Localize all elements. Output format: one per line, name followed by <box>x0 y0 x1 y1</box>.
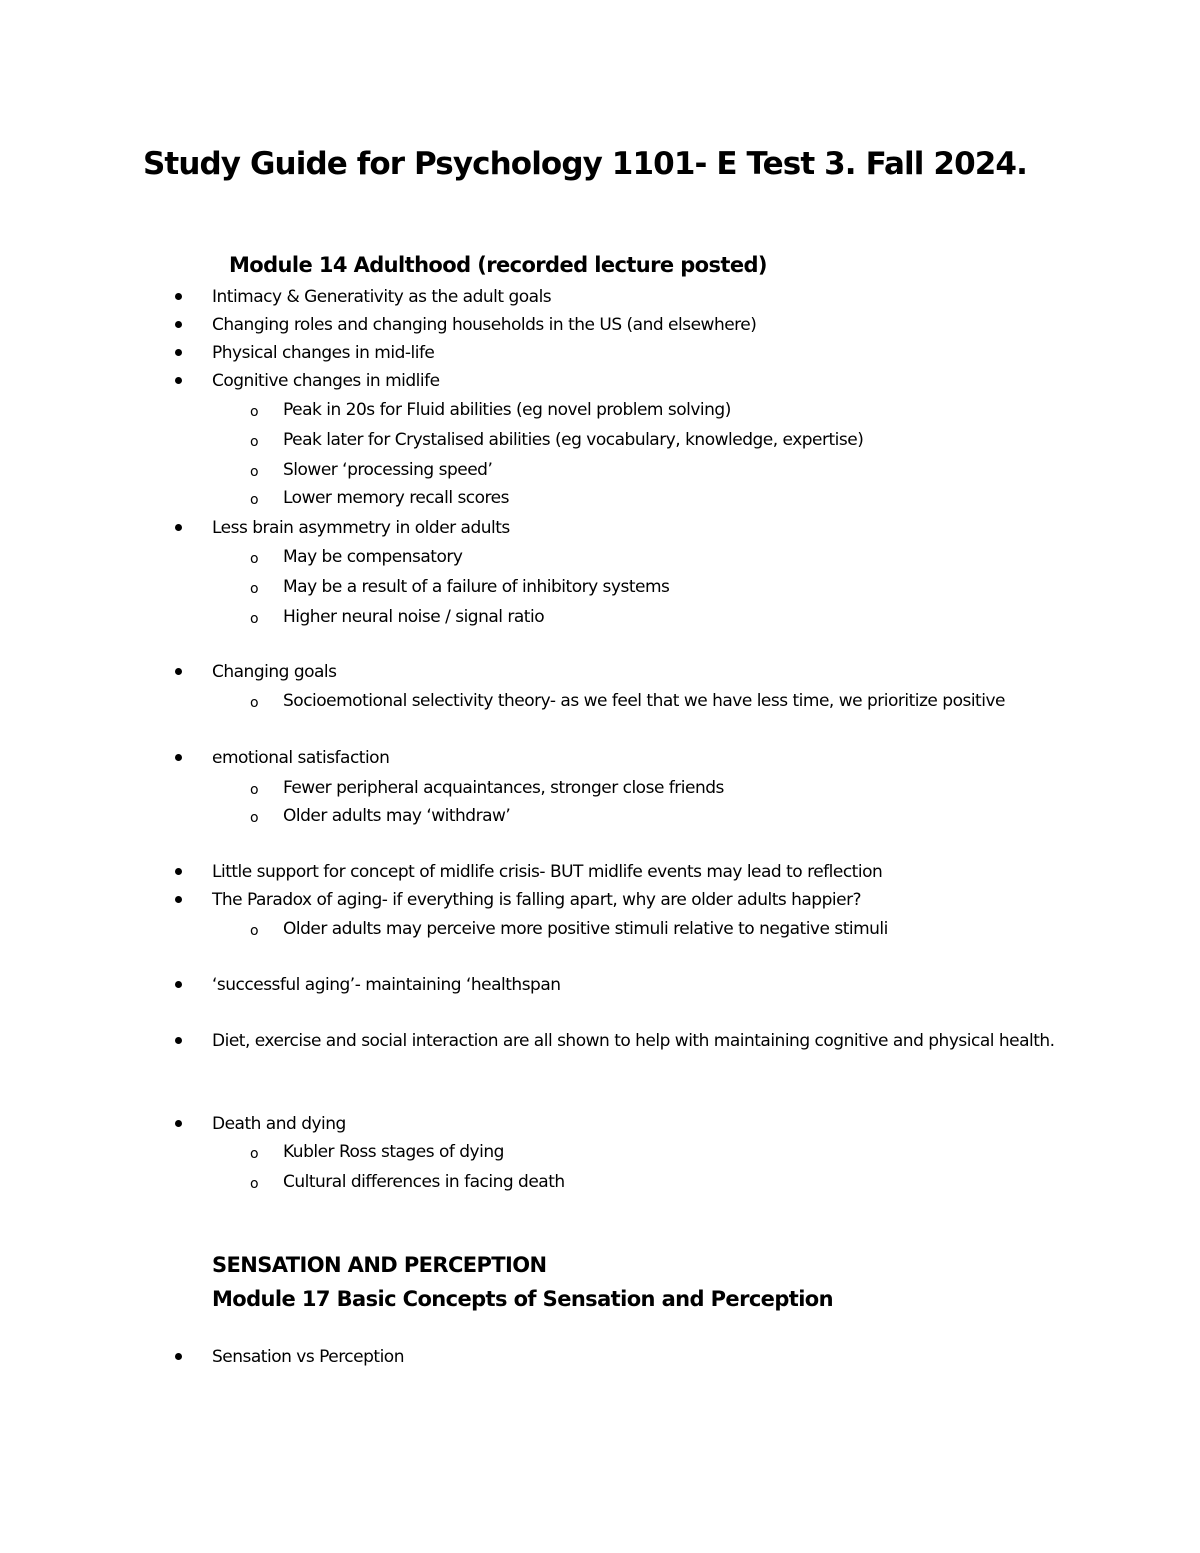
page-title: Study Guide for Psychology 1101- E Test 3. Fall 2024. <box>143 146 1027 182</box>
sub-bullet-glyph: o <box>250 782 259 798</box>
bullet-dot <box>175 868 182 875</box>
bullet-dot <box>175 981 182 988</box>
list-item: Death and dying <box>212 1114 346 1134</box>
sub-bullet-glyph: o <box>250 464 259 480</box>
bullet-dot <box>175 1353 182 1360</box>
bullet-dot <box>175 1120 182 1127</box>
sub-list-item: May be a result of a failure of inhibitory systems <box>283 577 670 597</box>
list-item: Diet, exercise and social interaction are all shown to help with maintaining cognitive and physical health. <box>212 1031 1055 1051</box>
sub-bullet-glyph: o <box>250 923 259 939</box>
module-17-heading: Module 17 Basic Concepts of Sensation and Perception <box>212 1287 833 1311</box>
module-14-heading: Module 14 Adulthood (recorded lecture posted) <box>229 253 767 277</box>
bullet-dot <box>175 1037 182 1044</box>
sub-bullet-glyph: o <box>250 810 259 826</box>
sub-list-item: Higher neural noise / signal ratio <box>283 607 545 627</box>
bullet-dot <box>175 321 182 328</box>
list-item: Intimacy & Generativity as the adult goals <box>212 287 552 307</box>
sub-bullet-glyph: o <box>250 1146 259 1162</box>
list-item: Less brain asymmetry in older adults <box>212 518 510 538</box>
sub-list-item: Slower ‘processing speed’ <box>283 460 493 480</box>
bullet-dot <box>175 754 182 761</box>
sub-list-item: Socioemotional selectivity theory- as we feel that we have less time, we prioritize positive <box>283 691 1005 711</box>
sub-bullet-glyph: o <box>250 611 259 627</box>
sub-list-item: Peak in 20s for Fluid abilities (eg novel problem solving) <box>283 400 731 420</box>
sub-bullet-glyph: o <box>250 404 259 420</box>
section-heading: SENSATION AND PERCEPTION <box>212 1253 547 1277</box>
bullet-dot <box>175 293 182 300</box>
sub-list-item: May be compensatory <box>283 547 463 567</box>
bullet-dot <box>175 668 182 675</box>
sub-list-item: Kubler Ross stages of dying <box>283 1142 504 1162</box>
sub-list-item: Peak later for Crystalised abilities (eg vocabulary, knowledge, expertise) <box>283 430 864 450</box>
sub-list-item: Cultural differences in facing death <box>283 1172 565 1192</box>
sub-bullet-glyph: o <box>250 1176 259 1192</box>
list-item: Changing goals <box>212 662 337 682</box>
sub-list-item: Lower memory recall scores <box>283 488 509 508</box>
bullet-dot <box>175 896 182 903</box>
list-item: Little support for concept of midlife crisis- BUT midlife events may lead to reflection <box>212 862 883 882</box>
list-item: Sensation vs Perception <box>212 1347 404 1367</box>
list-item: Cognitive changes in midlife <box>212 371 440 391</box>
list-item: Physical changes in mid-life <box>212 343 435 363</box>
list-item: Changing roles and changing households in the US (and elsewhere) <box>212 315 757 335</box>
bullet-dot <box>175 524 182 531</box>
sub-list-item: Fewer peripheral acquaintances, stronger close friends <box>283 778 724 798</box>
sub-bullet-glyph: o <box>250 581 259 597</box>
bullet-dot <box>175 377 182 384</box>
sub-list-item: Older adults may ‘withdraw’ <box>283 806 511 826</box>
sub-bullet-glyph: o <box>250 695 259 711</box>
list-item: The Paradox of aging- if everything is falling apart, why are older adults happier? <box>212 890 862 910</box>
list-item: ‘successful aging’- maintaining ‘healthspan <box>212 975 561 995</box>
sub-bullet-glyph: o <box>250 434 259 450</box>
sub-bullet-glyph: o <box>250 551 259 567</box>
sub-bullet-glyph: o <box>250 492 259 508</box>
list-item: emotional satisfaction <box>212 748 390 768</box>
sub-list-item: Older adults may perceive more positive stimuli relative to negative stimuli <box>283 919 888 939</box>
bullet-dot <box>175 349 182 356</box>
